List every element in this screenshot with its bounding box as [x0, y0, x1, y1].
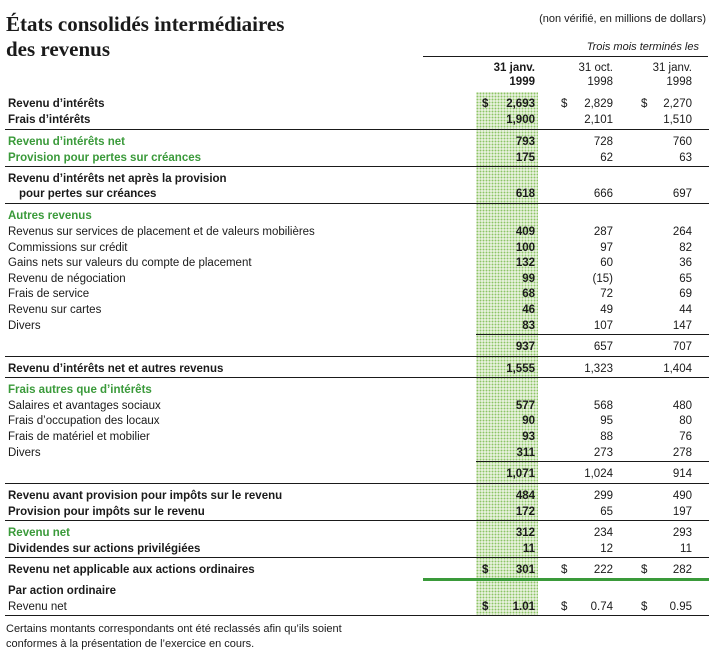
cell-value: 76 — [679, 431, 692, 443]
table-row — [0, 562, 719, 578]
currency-symbol: $ — [482, 98, 489, 110]
cell-value: 760 — [672, 136, 692, 148]
cell-value: 2,101 — [584, 114, 613, 126]
cell-value: 490 — [672, 490, 692, 502]
currency-symbol: $ — [641, 564, 648, 576]
table-row — [0, 224, 719, 240]
cell-value: 197 — [672, 506, 692, 518]
cell-value: (15) — [592, 273, 613, 285]
cell-value: 728 — [593, 136, 613, 148]
row-divider — [5, 520, 709, 521]
row-label: Provision pour pertes sur créances — [8, 152, 202, 164]
cell-value: 409 — [515, 226, 535, 238]
cell-value: 2,829 — [584, 98, 613, 110]
row-label: Frais d’intérêts — [8, 114, 91, 126]
cell-value: 172 — [515, 506, 535, 518]
table-row — [0, 361, 719, 377]
cell-value: 914 — [672, 468, 692, 480]
cell-value: 1,900 — [506, 114, 535, 126]
row-divider — [5, 377, 709, 378]
row-label: Gains nets sur valeurs du compte de placement — [8, 257, 252, 269]
cell-value: 49 — [600, 304, 613, 316]
cell-value: 60 — [600, 257, 613, 269]
row-label: Autres revenus — [8, 210, 92, 222]
cell-value: 299 — [593, 490, 613, 502]
subtotal-rule — [476, 334, 709, 335]
row-label: Dividendes sur actions privilégiées — [8, 543, 201, 555]
cell-value: 83 — [522, 320, 535, 332]
cell-value: 147 — [672, 320, 692, 332]
cell-value: 69 — [679, 288, 692, 300]
cell-value: 72 — [600, 288, 613, 300]
currency-symbol: $ — [482, 601, 489, 613]
subtotal-rule — [476, 461, 709, 462]
column-header-line1: 31 oct. — [578, 62, 613, 74]
table-row — [0, 208, 719, 224]
cell-value: 707 — [672, 341, 692, 353]
row-label: Divers — [8, 320, 41, 332]
cell-value: 62 — [600, 152, 613, 164]
cell-value: 273 — [593, 447, 613, 459]
column-header-line2: 1998 — [587, 76, 613, 88]
table-row — [0, 583, 719, 599]
table-row — [0, 318, 719, 334]
row-label: Revenu d’intérêts net — [8, 136, 125, 148]
cell-value: 1,510 — [663, 114, 692, 126]
table-row — [0, 150, 719, 166]
cell-value: 2,693 — [506, 98, 535, 110]
table-row — [0, 398, 719, 414]
cell-value: 65 — [600, 506, 613, 518]
cell-value: 93 — [522, 431, 535, 443]
cell-value: 666 — [593, 188, 613, 200]
row-label: Revenus sur services de placement et de valeurs mobilières — [8, 226, 315, 238]
row-label: Frais d’occupation des locaux — [8, 415, 160, 427]
row-label: Frais de service — [8, 288, 90, 300]
row-label: Revenu avant provision pour impôts sur le revenu — [8, 490, 283, 502]
table-row — [0, 488, 719, 504]
table-row — [0, 599, 719, 615]
cell-value: 1,404 — [663, 363, 692, 375]
row-divider — [5, 203, 709, 204]
table-row — [0, 255, 719, 271]
cell-value: 82 — [679, 242, 692, 254]
row-label: Revenu de négociation — [8, 273, 126, 285]
cell-value: 12 — [600, 543, 613, 555]
cell-value: 287 — [593, 226, 613, 238]
currency-symbol: $ — [561, 601, 568, 613]
period-heading: Trois mois terminés les — [586, 41, 699, 53]
table-row — [0, 382, 719, 398]
row-label: Revenu d’intérêts net et autres revenus — [8, 363, 224, 375]
table-row — [0, 134, 719, 150]
cell-value: 311 — [516, 447, 535, 459]
row-label: Frais de matériel et mobilier — [8, 431, 150, 443]
cell-value: 68 — [522, 288, 535, 300]
units-note: (non vérifié, en millions de dollars) — [539, 13, 706, 25]
row-label: Commissions sur crédit — [8, 242, 128, 254]
cell-value: 11 — [522, 543, 535, 555]
row-label: Revenu sur cartes — [8, 304, 102, 316]
row-label: Revenu net — [8, 527, 70, 539]
cell-value: 282 — [672, 564, 692, 576]
cell-value: 99 — [522, 273, 535, 285]
cell-value: 80 — [679, 415, 692, 427]
currency-symbol: $ — [482, 564, 489, 576]
column-header-line2: 1999 — [509, 76, 535, 88]
table-row — [0, 413, 719, 429]
cell-value: 1,323 — [584, 363, 613, 375]
cell-value: 301 — [515, 564, 535, 576]
cell-value: 1.01 — [512, 601, 535, 613]
row-label: Revenu net applicable aux actions ordinaires — [8, 564, 255, 576]
footnote — [6, 622, 342, 652]
table-row — [0, 429, 719, 445]
title-line-1: États consolidés intermédiaires — [6, 12, 285, 36]
cell-value: 95 — [600, 415, 613, 427]
table-row — [0, 112, 719, 128]
row-divider — [5, 166, 709, 167]
table-row — [0, 302, 719, 318]
cell-value: 480 — [672, 400, 692, 412]
table-row — [0, 286, 719, 302]
cell-value: 657 — [593, 341, 613, 353]
cell-value: 618 — [515, 188, 535, 200]
cell-value: 11 — [680, 543, 692, 555]
cell-value: 0.74 — [590, 601, 613, 613]
cell-value: 293 — [672, 527, 692, 539]
cell-value: 484 — [515, 490, 535, 502]
row-divider — [5, 557, 709, 558]
row-divider — [5, 356, 709, 357]
cell-value: 88 — [600, 431, 613, 443]
title-line-2: des revenus — [6, 37, 111, 61]
cell-value: 2,270 — [663, 98, 692, 110]
cell-value: 568 — [593, 400, 613, 412]
table-row — [0, 96, 719, 112]
cell-value: 63 — [679, 152, 692, 164]
table-row — [0, 339, 719, 355]
cell-value: 132 — [515, 257, 535, 269]
cell-value: 36 — [679, 257, 692, 269]
table-row — [0, 171, 719, 187]
cell-value: 97 — [600, 242, 613, 254]
column-header-line2: 1998 — [666, 76, 692, 88]
currency-symbol: $ — [561, 564, 568, 576]
total-rule — [423, 578, 709, 581]
row-label: Divers — [8, 447, 41, 459]
row-label: Revenu net — [8, 601, 67, 613]
row-label: Revenu d’intérêts — [8, 98, 105, 110]
cell-value: 278 — [672, 447, 692, 459]
table-row — [0, 466, 719, 482]
table-row — [0, 525, 719, 541]
cell-value: 65 — [679, 273, 692, 285]
column-header-line1: 31 janv. — [652, 62, 692, 74]
cell-value: 100 — [515, 242, 535, 254]
cell-value: 90 — [522, 415, 535, 427]
currency-symbol: $ — [641, 98, 648, 110]
cell-value: 44 — [679, 304, 692, 316]
cell-value: 937 — [515, 341, 535, 353]
footnote-line-1: Certains montants correspondants ont été reclassés afin qu’ils soient — [6, 623, 342, 635]
cell-value: 1,555 — [506, 363, 535, 375]
footnote-line-2: conformes à la présentation de l’exercice en cours. — [6, 638, 255, 650]
table-row — [0, 186, 719, 202]
cell-value: 46 — [522, 304, 535, 316]
cell-value: 107 — [593, 320, 613, 332]
row-label: Frais autres que d’intérêts — [8, 384, 152, 396]
row-label: Par action ordinaire — [8, 585, 117, 597]
currency-symbol: $ — [561, 98, 568, 110]
table-row — [0, 240, 719, 256]
row-label: Provision pour impôts sur le revenu — [8, 506, 205, 518]
cell-value: 1,024 — [584, 468, 613, 480]
table-row — [0, 541, 719, 557]
column-header-line1: 31 janv. — [493, 62, 535, 74]
row-divider — [5, 615, 709, 616]
cell-value: 222 — [593, 564, 613, 576]
cell-value: 234 — [593, 527, 613, 539]
cell-value: 0.95 — [669, 601, 692, 613]
cell-value: 697 — [672, 188, 692, 200]
cell-value: 1,071 — [506, 468, 535, 480]
cell-value: 264 — [672, 226, 692, 238]
table-row — [0, 504, 719, 520]
table-row — [0, 271, 719, 287]
row-divider — [5, 483, 709, 484]
currency-symbol: $ — [641, 601, 648, 613]
cell-value: 577 — [515, 400, 535, 412]
row-divider — [5, 129, 709, 130]
cell-value: 793 — [515, 136, 535, 148]
cell-value: 312 — [515, 527, 535, 539]
cell-value: 175 — [515, 152, 535, 164]
row-label: pour pertes sur créances — [19, 188, 157, 200]
row-label: Revenu d’intérêts net après la provision — [8, 173, 227, 185]
row-label: Salaires et avantages sociaux — [8, 400, 161, 412]
table-row — [0, 445, 719, 461]
